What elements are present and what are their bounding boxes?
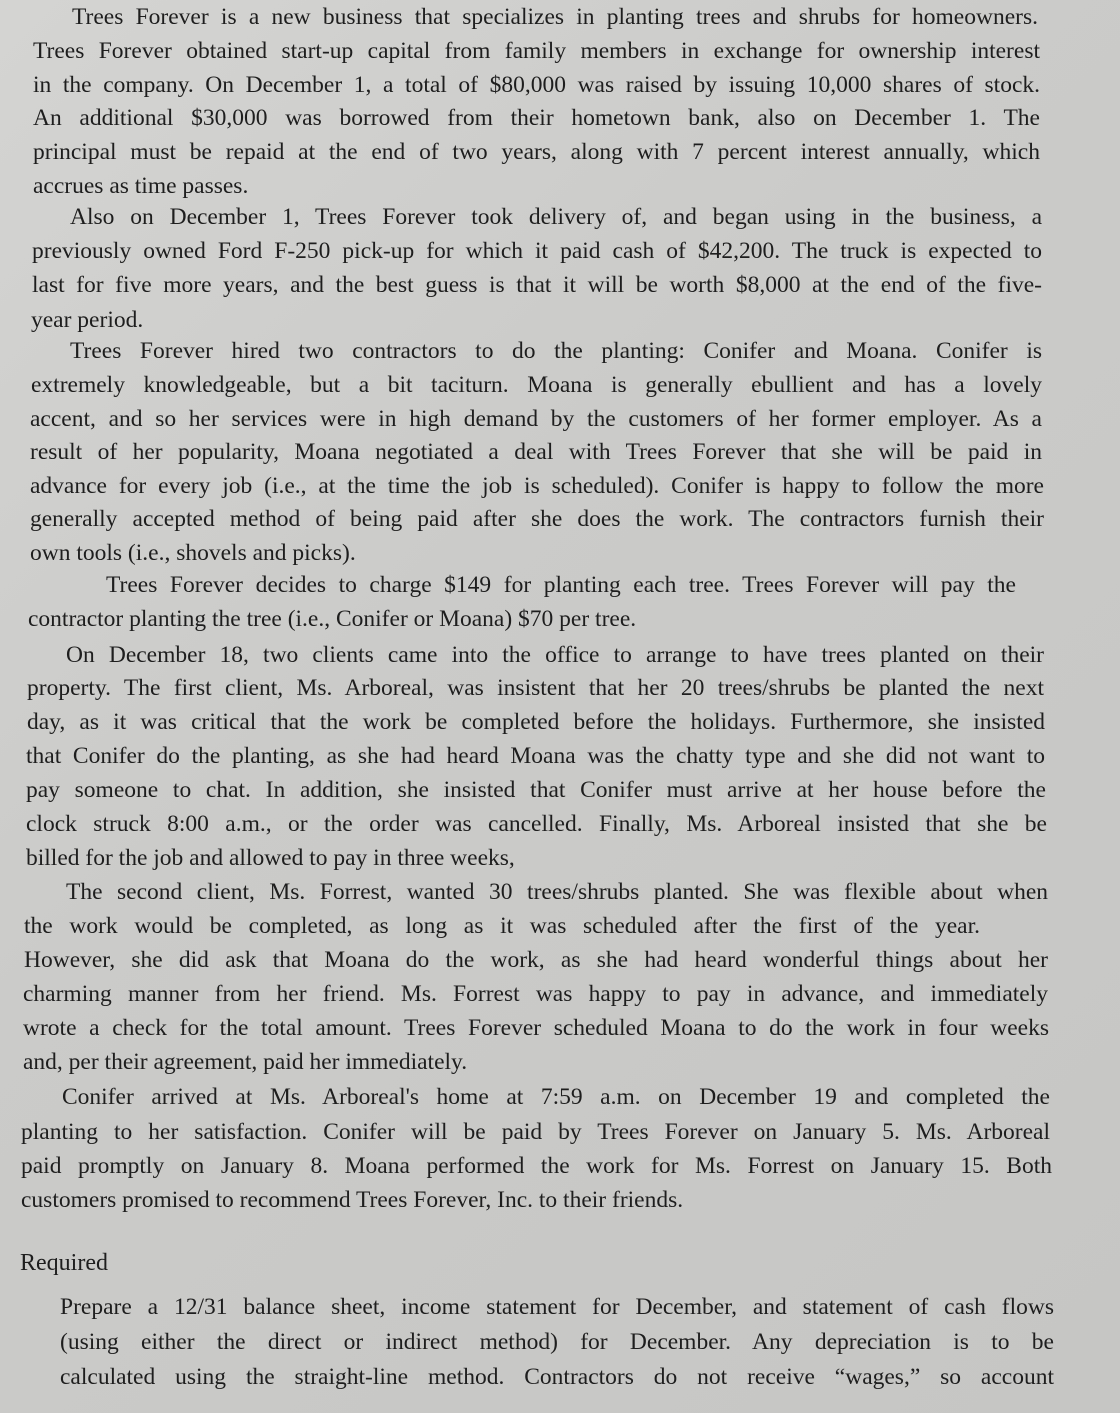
text-line: principal must be repaid at the end of two years, along with 7 percent interest annually, which — [33, 139, 1040, 165]
text-line: that Conifer do the planting, as she had heard Moana was the chatty type and she did not want to — [26, 743, 1045, 769]
text-line: clock struck 8:00 a.m., or the order was cancelled. Finally, Ms. Arboreal insisted that she be — [26, 811, 1047, 837]
text-line: planting to her satisfaction. Conifer will be paid by Trees Forever on January 5. Ms. Arboreal — [21, 1119, 1050, 1145]
text-line: Trees Forever decides to charge $149 for planting each tree. Trees Forever will pay the — [106, 572, 1016, 598]
required-heading: Required — [20, 1250, 108, 1276]
text-line: contractor planting the tree (i.e., Conifer or Moana) $70 per tree. — [28, 606, 637, 632]
text-line: Trees Forever obtained start-up capital from family members in exchange for ownership interest — [33, 38, 1040, 64]
text-line: However, she did ask that Moana do the work, as she had heard wonderful things about her — [24, 947, 1048, 973]
text-line: extremely knowledgeable, but a bit taciturn. Moana is generally ebullient and has a lovely — [31, 372, 1042, 398]
text-line: result of her popularity, Moana negotiated a deal with Trees Forever that she will be paid in — [30, 439, 1042, 465]
text-line: Conifer arrived at Ms. Arboreal's home at 7:59 a.m. on December 19 and completed the — [62, 1084, 1050, 1110]
text-line: Trees Forever is a new business that specializes in planting trees and shrubs for homeowners. — [72, 4, 1038, 30]
text-line: On December 18, two clients came into the office to arrange to have trees planted on their — [66, 642, 1044, 668]
text-line: Also on December 1, Trees Forever took delivery of, and began using in the business, a — [70, 204, 1042, 230]
text-line: day, as it was critical that the work be completed before the holidays. Furthermore, she insisted — [27, 709, 1045, 735]
text-line: own tools (i.e., shovels and picks). — [30, 540, 356, 566]
text-line: An additional $30,000 was borrowed from their hometown bank, also on December 1. The — [33, 105, 1040, 131]
text-line: Trees Forever hired two contractors to do the planting: Conifer and Moana. Conifer is — [70, 338, 1042, 364]
text-line: last for five more years, and the best guess is that it will be worth $8,000 at the end of the five- — [32, 272, 1042, 298]
text-line: The second client, Ms. Forrest, wanted 30 trees/shrubs planted. She was flexible about when — [66, 879, 1048, 905]
text-line: billed for the job and allowed to pay in three weeks, — [26, 845, 515, 871]
text-line: accent, and so her services were in high demand by the customers of her former employer. As a — [30, 406, 1042, 432]
text-line: advance for every job (i.e., at the time the job is scheduled). Conifer is happy to follow the more — [30, 473, 1044, 499]
text-line: the work would be completed, as long as it was scheduled after the first of the year. — [24, 913, 980, 939]
text-line: generally accepted method of being paid after she does the work. The contractors furnish their — [30, 506, 1044, 532]
text-line: calculated using the straight-line method. Contractors do not receive “wages,” so account — [60, 1364, 1054, 1390]
text-line: previously owned Ford F-250 pick-up for which it paid cash of $42,200. The truck is expected to — [32, 238, 1042, 264]
text-line: accrues as time passes. — [33, 173, 249, 199]
text-line: and, per their agreement, paid her immediately. — [23, 1049, 468, 1075]
text-line: pay someone to chat. In addition, she insisted that Conifer must arrive at her house before the — [26, 777, 1046, 803]
text-line: paid promptly on January 8. Moana performed the work for Ms. Forrest on January 15. Both — [21, 1153, 1052, 1179]
text-line: year period. — [31, 307, 144, 333]
text-line: charming manner from her friend. Ms. Forrest was happy to pay in advance, and immediately — [23, 981, 1048, 1007]
text-line: customers promised to recommend Trees Forever, Inc. to their friends. — [21, 1187, 684, 1213]
text-line: Prepare a 12/31 balance sheet, income statement for December, and statement of cash flows — [60, 1294, 1054, 1320]
text-line: wrote a check for the total amount. Trees Forever scheduled Moana to do the work in four weeks — [23, 1015, 1049, 1041]
text-line: property. The first client, Ms. Arboreal, was insistent that her 20 trees/shrubs be planted the next — [27, 675, 1044, 701]
text-line: in the company. On December 1, a total of $80,000 was raised by issuing 10,000 shares of stock. — [33, 72, 1040, 98]
text-line: (using either the direct or indirect method) for December. Any depreciation is to be — [60, 1329, 1054, 1355]
